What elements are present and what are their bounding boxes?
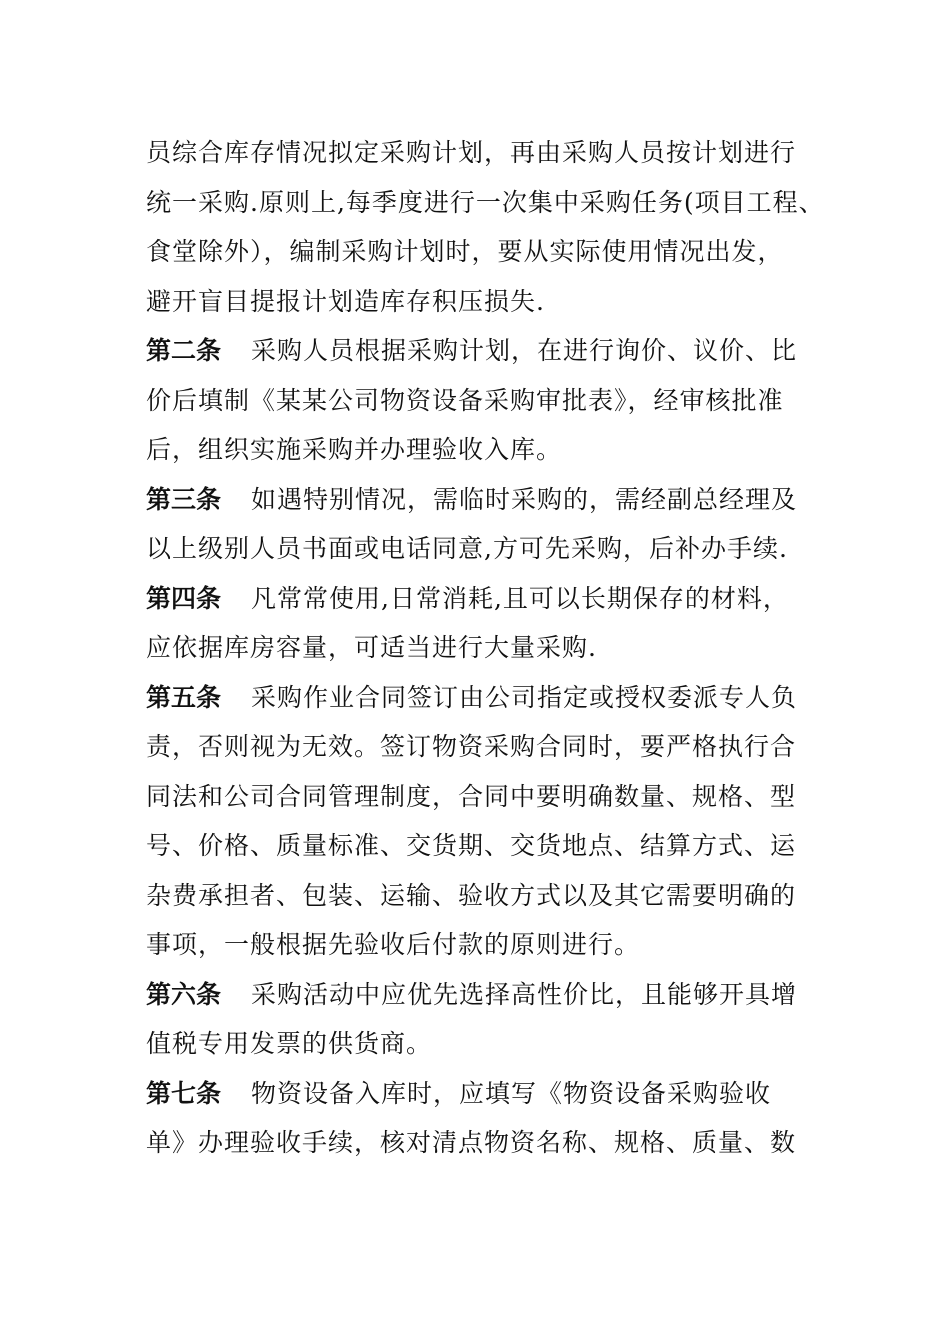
- article-label: 第四条: [146, 583, 222, 613]
- article-line: [146, 326, 846, 376]
- line-text: 责，否则视为无效。签订物资采购合同时，要严格执行合: [146, 732, 797, 761]
- line-text: 采购活动中应优先选择高性价比，且能够开具增: [251, 979, 798, 1009]
- line-text: 价后填制《某某公司物资设备采购审批表》，经审核批准: [146, 385, 784, 415]
- text-line: [146, 722, 846, 772]
- text-line: [146, 277, 846, 327]
- text-line: [146, 871, 846, 921]
- text-line: [146, 425, 846, 475]
- line-text: 杂费承担者、包装、运输、验收方式以及其它需要明确的: [146, 880, 797, 910]
- text-line: [146, 920, 846, 970]
- text-line: [146, 623, 846, 673]
- article-label: 第二条: [146, 336, 222, 365]
- text-line: [146, 1118, 846, 1168]
- line-text: 员综合库存情况拟定采购计划，再由采购人员按计划进行: [146, 138, 797, 167]
- text-line: [146, 1019, 846, 1069]
- document-body: [146, 128, 846, 1168]
- article-line: [146, 574, 846, 624]
- article-line: [146, 1069, 846, 1119]
- text-line: [146, 128, 846, 178]
- article-label: 第六条: [146, 979, 222, 1009]
- text-line: [146, 376, 846, 426]
- article-line: [146, 673, 846, 723]
- text-line: [146, 524, 846, 574]
- text-line: [146, 227, 846, 277]
- text-line: [146, 178, 846, 228]
- text-line: [146, 821, 846, 871]
- article-label: 第七条: [146, 1078, 222, 1108]
- line-text: 食堂除外），编制采购计划时，要从实际使用情况出发，: [146, 237, 784, 266]
- article-label: 第三条: [146, 484, 222, 514]
- line-text: 值税专用发票的供货商。: [146, 1029, 433, 1058]
- line-text: 应依据库房容量，可适当进行大量采购.: [146, 633, 597, 662]
- article-label: 第五条: [146, 682, 222, 712]
- line-text: 以上级别人员书面或电话同意,方可先采购，后补办手续.: [146, 534, 788, 563]
- line-text: 事项，一般根据先验收后付款的原则进行。: [146, 930, 641, 959]
- line-text: 物资设备入库时，应填写《物资设备采购验收: [251, 1078, 772, 1108]
- line-text: 凡常常使用,日常消耗,且可以长期保存的材料，: [251, 583, 789, 613]
- line-text: 避开盲目提报计划造库存积压损失.: [146, 286, 545, 316]
- article-line: [146, 970, 846, 1020]
- line-text: 统一采购.原则上,每季度进行一次集中采购任务(项目工程、: [146, 187, 825, 217]
- line-text: 采购人员根据采购计划，在进行询价、议价、比: [251, 336, 798, 365]
- line-text: 采购作业合同签订由公司指定或授权委派专人负: [251, 682, 798, 712]
- line-text: 单》办理验收手续，核对清点物资名称、规格、质量、数: [146, 1128, 797, 1157]
- article-line: [146, 475, 846, 525]
- line-text: 后，组织实施采购并办理验收入库。: [146, 435, 563, 464]
- line-text: 同法和公司合同管理制度，合同中要明确数量、规格、型: [146, 781, 797, 811]
- line-text: 号、价格、质量标准、交货期、交货地点、结算方式、运: [146, 831, 797, 860]
- line-text: 如遇特别情况，需临时采购的，需经副总经理及: [251, 484, 798, 514]
- text-line: [146, 772, 846, 822]
